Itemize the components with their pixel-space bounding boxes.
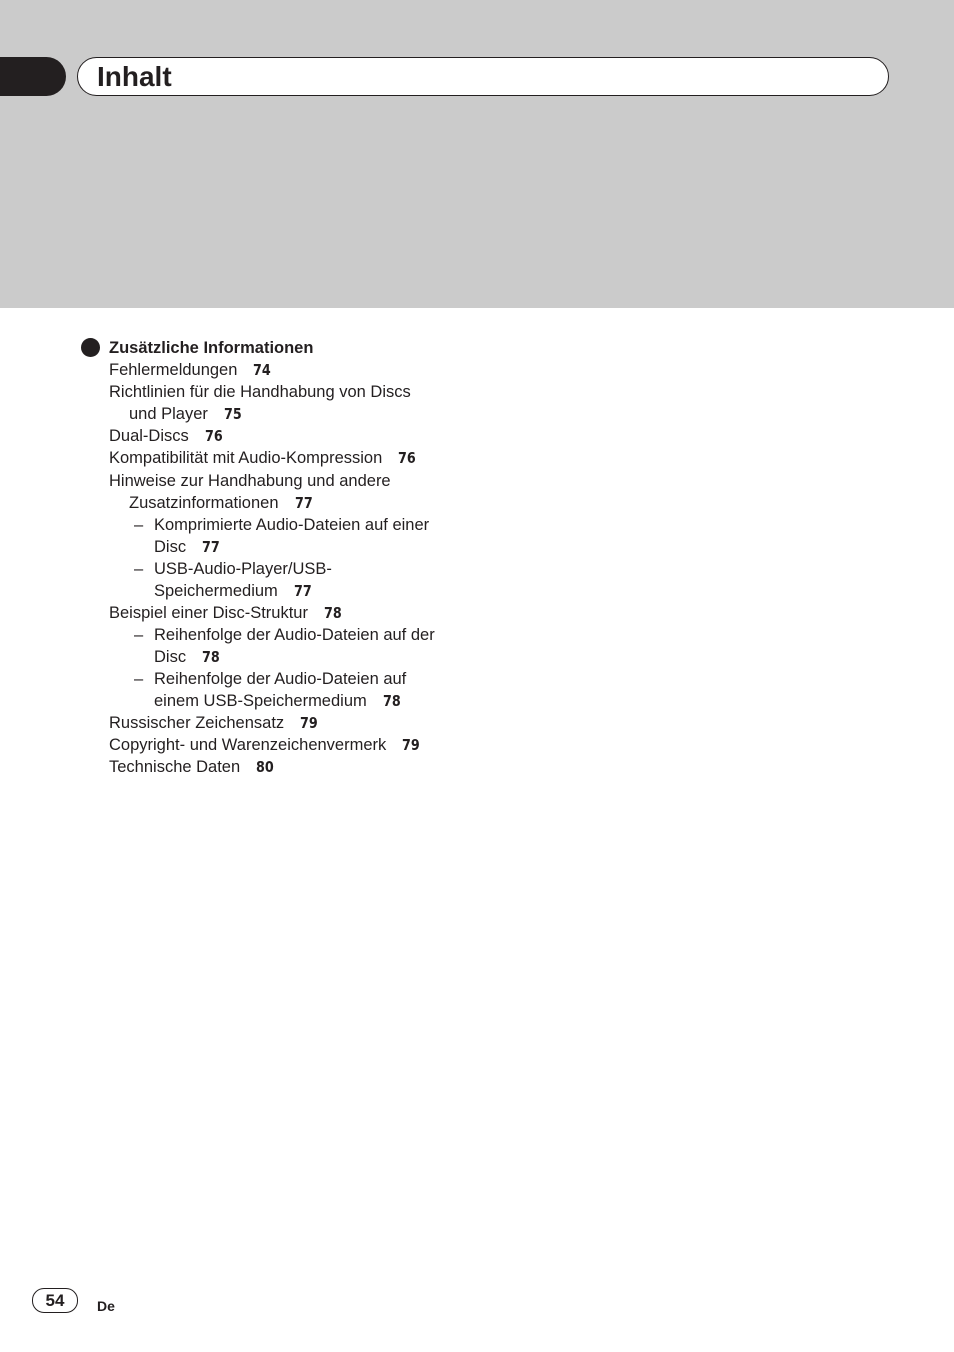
toc-sub-entry[interactable]: Reihenfolge der Audio-Dateien auf xyxy=(154,670,407,688)
toc-sub-entry-continuation[interactable]: einem USB-Speichermedium 78 xyxy=(154,692,401,710)
toc-page-number: 79 xyxy=(300,714,318,732)
toc-sub-entry-continuation[interactable]: Speichermedium 77 xyxy=(154,582,312,600)
toc-page-number: 77 xyxy=(202,538,220,556)
page-title: Inhalt xyxy=(97,61,172,92)
toc-page-number: 76 xyxy=(204,427,223,445)
toc-sub-entry[interactable]: Reihenfolge der Audio-Dateien auf der xyxy=(154,626,435,644)
toc-page-number: 75 xyxy=(223,405,242,423)
toc-page-number: 77 xyxy=(293,582,312,600)
toc-entry[interactable]: Hinweise zur Handhabung und andere xyxy=(109,472,391,490)
toc-page-number: 74 xyxy=(253,361,272,379)
toc-page-number: 78 xyxy=(202,648,220,666)
toc-sub-entry-continuation[interactable]: Disc 77 xyxy=(154,538,220,556)
section-heading: Zusätzliche Informationen xyxy=(109,339,314,357)
toc-page-number: 80 xyxy=(256,758,274,776)
toc-entry[interactable]: Kompatibilität mit Audio-Kompression 76 xyxy=(109,449,417,467)
toc-page-number: 79 xyxy=(402,736,421,754)
sub-entry-dash: – xyxy=(134,560,144,578)
toc-sub-entry[interactable]: USB-Audio-Player/USB- xyxy=(154,560,332,578)
title-bar xyxy=(77,57,889,96)
sub-entry-dash: – xyxy=(134,626,144,644)
sub-entry-dash: – xyxy=(134,516,144,534)
toc-sub-entry-continuation[interactable]: Disc 78 xyxy=(154,648,220,666)
toc-entry[interactable]: Dual-Discs 76 xyxy=(109,427,223,445)
toc-page-number: 77 xyxy=(294,494,313,512)
toc-entry[interactable]: Russischer Zeichensatz 79 xyxy=(109,714,318,732)
section-tab xyxy=(0,57,66,96)
toc-entry[interactable]: Copyright- und Warenzeichenvermerk 79 xyxy=(109,736,421,754)
toc-page-number: 78 xyxy=(323,604,342,622)
toc-page-number: 78 xyxy=(382,692,401,710)
toc-entry[interactable]: Technische Daten 80 xyxy=(109,758,274,776)
page-number-badge: 54 xyxy=(32,1288,78,1313)
bullet-icon xyxy=(81,338,100,357)
toc-entry[interactable]: Richtlinien für die Handhabung von Discs xyxy=(109,383,411,401)
header-band xyxy=(0,0,954,308)
toc-entry[interactable]: Beispiel einer Disc-Struktur 78 xyxy=(109,604,342,622)
toc-entry-continuation[interactable]: und Player 75 xyxy=(129,405,242,423)
toc-entry[interactable]: Fehlermeldungen 74 xyxy=(109,361,272,379)
toc-sub-entry[interactable]: Komprimierte Audio-Dateien auf einer xyxy=(154,516,430,534)
language-label: De xyxy=(97,1298,115,1314)
toc-entry-continuation[interactable]: Zusatzinformationen 77 xyxy=(129,494,313,512)
toc-page-number: 76 xyxy=(398,449,417,467)
sub-entry-dash: – xyxy=(134,670,144,688)
